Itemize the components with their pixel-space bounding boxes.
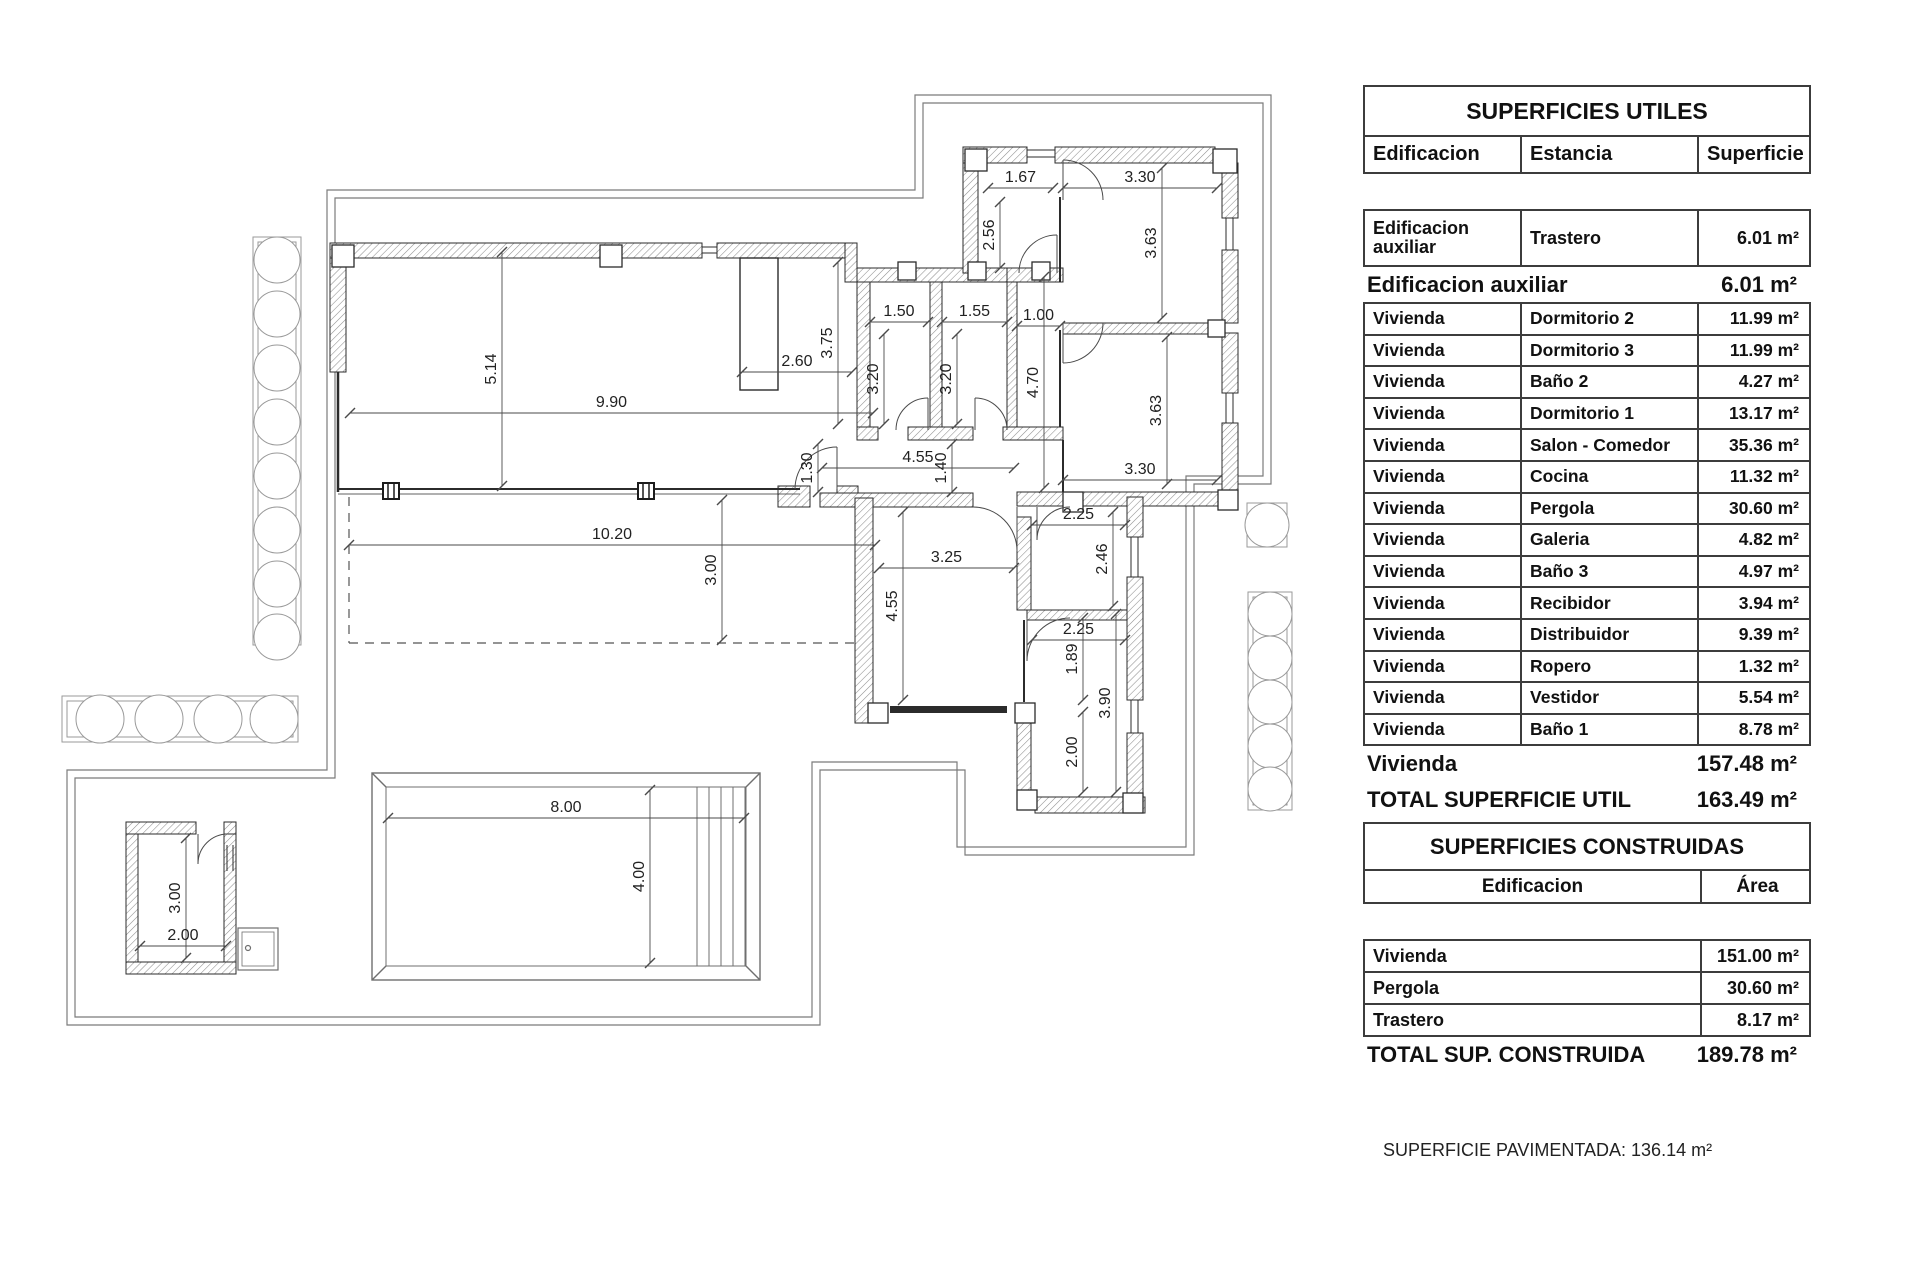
svg-text:4.00: 4.00 [631, 860, 648, 893]
dimension [631, 785, 655, 968]
table-row [1363, 1005, 1811, 1037]
dimension [1025, 272, 1049, 493]
table-cell: 35.36 m² [1697, 430, 1813, 460]
dimension [1058, 169, 1222, 193]
dimension [1094, 507, 1118, 611]
svg-text:2.25: 2.25 [1062, 621, 1095, 638]
table-cell: Vivienda [1373, 529, 1445, 550]
aux-estancia: Trastero [1520, 211, 1697, 265]
svg-text:4.55: 4.55 [902, 449, 934, 466]
table-cell: Vivienda [1373, 371, 1445, 392]
vivienda-subtotal-value: 157.48 m² [1696, 751, 1797, 777]
table-cell: Pergola [1373, 977, 1440, 998]
construidas-col-area: Área [1700, 871, 1813, 902]
dimension [865, 303, 933, 327]
table-row [1363, 652, 1811, 684]
dimension [383, 799, 749, 823]
utiles-title: SUPERFICIES UTILES [1466, 97, 1708, 124]
table-row [1363, 367, 1811, 399]
construidas-total-value: 189.78 m² [1696, 1042, 1797, 1067]
table-cell: Dormitorio 1 [1520, 399, 1697, 429]
table-cell: Vivienda [1373, 466, 1445, 487]
vivienda-subtotal-row [1363, 746, 1811, 782]
paved-surface-note: SUPERFICIE PAVIMENTADA: 136.14 m² [1383, 1140, 1713, 1160]
construidas-rows [1363, 939, 1811, 1037]
dimension [1058, 461, 1222, 485]
utiles-rows [1363, 302, 1811, 746]
svg-text:2.25: 2.25 [1062, 506, 1095, 523]
table-cell: 8.78 m² [1697, 715, 1813, 745]
svg-text:3.30: 3.30 [1124, 169, 1156, 186]
table-row [1363, 494, 1811, 526]
dimension [817, 449, 1019, 473]
dimension [983, 169, 1058, 193]
utiles-col-edificacion: Edificacion [1373, 143, 1480, 165]
right-planter [1245, 503, 1292, 811]
dimension [135, 927, 231, 951]
table-cell: Ropero [1520, 652, 1697, 682]
table-cell: Vestidor [1520, 683, 1697, 713]
dimension [345, 394, 878, 418]
table-cell: Vivienda [1373, 308, 1445, 329]
table-cell: Baño 3 [1520, 557, 1697, 587]
table-cell: 4.97 m² [1697, 557, 1813, 587]
dimension [483, 247, 507, 491]
table-cell: Trastero [1373, 1009, 1445, 1030]
svg-text:5.14: 5.14 [483, 353, 500, 385]
table-cell: 8.17 m² [1700, 1005, 1813, 1035]
svg-text:2.46: 2.46 [1094, 543, 1111, 575]
table-cell: Baño 1 [1520, 715, 1697, 745]
construidas-total-row [1363, 1037, 1811, 1073]
table-cell: 13.17 m² [1697, 399, 1813, 429]
table-row [1363, 302, 1811, 336]
svg-text:1.89: 1.89 [1064, 643, 1081, 675]
table-cell: Vivienda [1373, 339, 1445, 360]
svg-text:3.63: 3.63 [1148, 394, 1165, 427]
table-cell: Vivienda [1373, 624, 1445, 645]
table-cell: 30.60 m² [1697, 494, 1813, 524]
table-cell: Vivienda [1373, 561, 1445, 582]
table-cell: Dormitorio 2 [1520, 304, 1697, 334]
table-row [1363, 715, 1811, 747]
svg-text:10.20: 10.20 [591, 526, 633, 543]
table-row [1363, 462, 1811, 494]
svg-text:9.90: 9.90 [595, 394, 628, 411]
dimension [1143, 163, 1167, 323]
svg-text:1.67: 1.67 [1004, 169, 1037, 186]
svg-text:2.00: 2.00 [1064, 736, 1081, 768]
dimension [1064, 707, 1088, 797]
svg-text:3.20: 3.20 [865, 363, 882, 395]
table-cell: 30.60 m² [1700, 973, 1813, 1003]
tree-icon [76, 695, 298, 743]
svg-text:1.50: 1.50 [883, 303, 915, 320]
table-cell: Vivienda [1373, 434, 1445, 455]
svg-text:2.56: 2.56 [981, 219, 998, 251]
table-cell: Pergola [1520, 494, 1697, 524]
table-cell: 4.27 m² [1697, 367, 1813, 397]
table-cell: Recibidor [1520, 588, 1697, 618]
table-cell: 1.32 m² [1697, 652, 1813, 682]
svg-text:2.60: 2.60 [781, 353, 813, 370]
table-cell: Vivienda [1373, 945, 1447, 966]
tree-icon [1248, 592, 1292, 811]
svg-text:3.30: 3.30 [1124, 461, 1156, 478]
left-planter [253, 237, 301, 660]
table-cell: Galeria [1520, 525, 1697, 555]
dimension [703, 495, 727, 645]
dimension [937, 303, 1012, 327]
table-cell: Salon - Comedor [1520, 430, 1697, 460]
svg-text:3.00: 3.00 [703, 554, 720, 586]
glass-posts [383, 483, 654, 499]
dimension [884, 507, 908, 705]
table-cell: Vivienda [1373, 592, 1445, 613]
table-cell: Vivienda [1373, 497, 1445, 518]
svg-text:3.90: 3.90 [1097, 687, 1114, 719]
table-cell: 11.99 m² [1697, 304, 1813, 334]
aux-subtotal-value: 6.01 m² [1721, 271, 1797, 297]
dimension [344, 526, 880, 550]
table-row [1363, 399, 1811, 431]
table-row [1363, 588, 1811, 620]
superficies-construidas-table [1363, 822, 1811, 1073]
dimension [1097, 609, 1121, 797]
table-row [1363, 939, 1811, 973]
table-row [1363, 683, 1811, 715]
table-cell: Distribuidor [1520, 620, 1697, 650]
table-row [1363, 430, 1811, 462]
bottom-planter [62, 695, 298, 743]
construidas-title: SUPERFICIES CONSTRUIDAS [1429, 833, 1745, 859]
aux-subtotal-row [1363, 267, 1811, 302]
dimension [874, 549, 1019, 573]
table-cell: Vivienda [1373, 655, 1445, 676]
table-cell: Vivienda [1373, 719, 1445, 740]
table-cell: 5.54 m² [1697, 683, 1813, 713]
table-cell: 3.94 m² [1697, 588, 1813, 618]
boiler-unit [238, 928, 278, 970]
construidas-col-edificacion: Edificacion [1481, 875, 1584, 897]
table-row [1363, 973, 1811, 1005]
svg-text:1.40: 1.40 [933, 452, 950, 484]
svg-text:4.70: 4.70 [1025, 366, 1042, 399]
svg-text:3.20: 3.20 [938, 363, 955, 395]
dimension [1012, 307, 1065, 331]
table-cell: 151.00 m² [1700, 941, 1813, 971]
table-cell: 9.39 m² [1697, 620, 1813, 650]
svg-text:3.25: 3.25 [930, 549, 963, 566]
utiles-total-value: 163.49 m² [1696, 787, 1797, 813]
svg-text:1.00: 1.00 [1022, 307, 1055, 324]
table-cell: Baño 2 [1520, 367, 1697, 397]
aux-subtotal-label: Edificacion auxiliar [1367, 271, 1568, 297]
plot-boundary [67, 95, 1271, 1025]
superficies-utiles-table [1363, 85, 1811, 818]
table-row [1363, 557, 1811, 589]
utiles-total-label: TOTAL SUPERFICIE UTIL [1367, 787, 1632, 813]
utiles-col-superficie: Superficie [1697, 137, 1813, 172]
table-cell: Vivienda [1373, 687, 1445, 708]
dimension [1027, 621, 1130, 645]
vivienda-subtotal-label: Vivienda [1367, 751, 1458, 777]
table-cell: Cocina [1520, 462, 1697, 492]
utiles-col-estancia: Estancia [1520, 137, 1697, 172]
table-row [1363, 525, 1811, 557]
svg-text:8.00: 8.00 [550, 799, 582, 816]
table-row [1363, 336, 1811, 368]
svg-text:1.30: 1.30 [799, 452, 816, 484]
table-cell: 11.99 m² [1697, 336, 1813, 366]
table-cell: 11.32 m² [1697, 462, 1813, 492]
dimension [819, 257, 843, 429]
aux-edificacion: Edificacion auxiliar [1373, 218, 1470, 257]
svg-text:3.63: 3.63 [1143, 227, 1160, 259]
svg-text:4.55: 4.55 [884, 590, 901, 622]
table-cell: 4.82 m² [1697, 525, 1813, 555]
utiles-total-row [1363, 782, 1811, 818]
pool-steps [697, 787, 745, 966]
table-cell: Vivienda [1373, 403, 1445, 424]
terrace-dashed [349, 497, 855, 643]
svg-text:3.00: 3.00 [167, 882, 184, 914]
table-row [1363, 620, 1811, 652]
table-cell: Dormitorio 3 [1520, 336, 1697, 366]
construidas-total-label: TOTAL SUP. CONSTRUIDA [1367, 1042, 1646, 1067]
svg-text:2.00: 2.00 [167, 927, 199, 944]
svg-text:3.75: 3.75 [819, 327, 836, 359]
tree-icon [254, 237, 300, 660]
aux-superficie: 6.01 m² [1697, 211, 1813, 265]
svg-text:1.55: 1.55 [958, 303, 991, 320]
